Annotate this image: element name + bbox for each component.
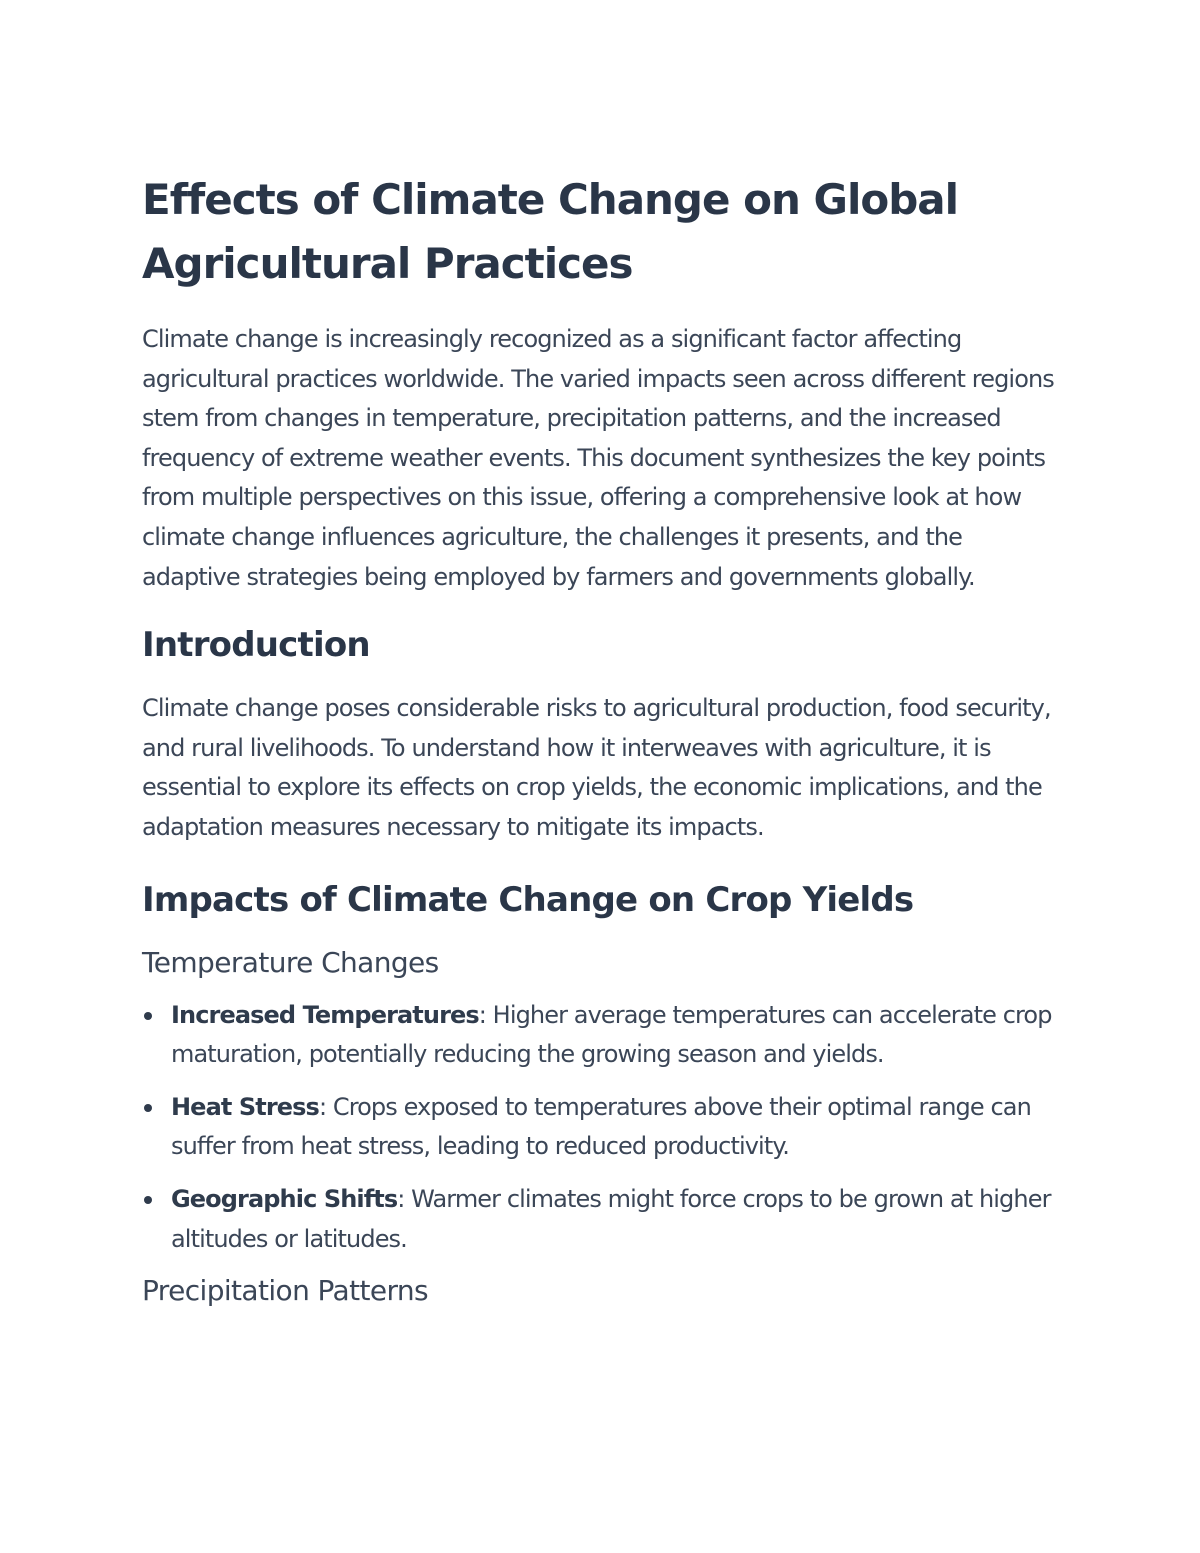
temperature-bullet-list xyxy=(142,996,1062,1260)
list-item-text: : Warmer climates might force crops to be grown at higher altitudes or latitudes. xyxy=(171,1184,1051,1253)
intro-paragraph: Climate change is increasingly recognized as a significant factor affecting agricultural practices worldwide. The varied impacts seen across different regions stem from changes in temperature, precipitation patterns, and the increased frequency of extreme weather events. This document synthesizes the key points from multiple perspectives on this issue, offering a comprehensive look at how climate change influences agriculture, the challenges it presents, and the adaptive strategies being employed by farmers and governments globally. xyxy=(142,325,1054,591)
document-page xyxy=(142,168,1062,1310)
list-item xyxy=(142,1180,1062,1259)
document-title: Effects of Climate Change on Global Agricultural Practices xyxy=(142,175,959,288)
subsection-heading-temperature: Temperature Changes xyxy=(142,945,439,979)
introduction-paragraph: Climate change poses considerable risks to agricultural production, food security, and rural livelihoods. To understand how it interweaves with agriculture, it is essential to explore its effects on crop yields, the economic implications, and the adaptation measures necessary to mitigate its impacts. xyxy=(142,694,1051,841)
list-item-term: Geographic Shifts xyxy=(171,1184,398,1213)
list-item-term: Heat Stress xyxy=(171,1092,319,1121)
bullet-icon xyxy=(144,1012,152,1020)
list-item xyxy=(142,996,1062,1075)
list-item-text: : Higher average temperatures can accelerate crop maturation, potentially reducing the growing season and yields. xyxy=(171,1000,1052,1069)
subsection-heading-precipitation: Precipitation Patterns xyxy=(142,1274,429,1308)
list-item-text: : Crops exposed to temperatures above their optimal range can suffer from heat stress, leading to reduced productivity. xyxy=(171,1092,1031,1161)
section-heading-introduction: Introduction xyxy=(142,625,370,666)
section-heading-crop-yields: Impacts of Climate Change on Crop Yields xyxy=(142,879,914,920)
bullet-icon xyxy=(144,1104,152,1112)
list-item xyxy=(142,1088,1062,1167)
bullet-icon xyxy=(144,1196,152,1204)
list-item-term: Increased Temperatures xyxy=(171,1000,479,1029)
